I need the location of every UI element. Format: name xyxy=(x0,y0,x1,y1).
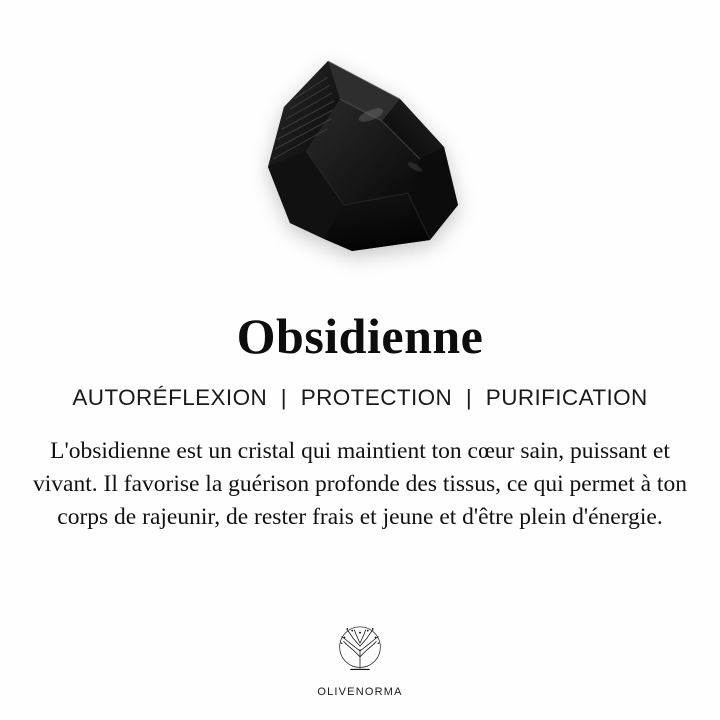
stone-image-area xyxy=(0,0,720,290)
obsidian-stone-graphic xyxy=(232,55,492,270)
keyword-separator-1: | xyxy=(280,384,288,410)
brand-name: OLIVENORMA xyxy=(317,686,403,698)
tree-of-life-icon xyxy=(329,620,391,682)
description-text: L'obsidienne est un cristal qui maintient ton cœur sain, puissant et vivant. Il favorise la guérison profonde des tissus, ce qui permet à ton corps de rajeunir, de rester frais et jeune et d'être plein d'énergie. xyxy=(33,437,687,531)
obsidian-stone-image xyxy=(232,55,492,270)
keyword-3: PURIFICATION xyxy=(485,384,648,410)
page-title: Obsidienne xyxy=(236,308,484,364)
keyword-separator-2: | xyxy=(465,384,473,410)
keyword-list xyxy=(72,385,647,411)
keyword-2: PROTECTION xyxy=(300,384,453,410)
brand-logo xyxy=(0,620,720,698)
keyword-1: AUTORÉFLEXION xyxy=(72,384,268,410)
